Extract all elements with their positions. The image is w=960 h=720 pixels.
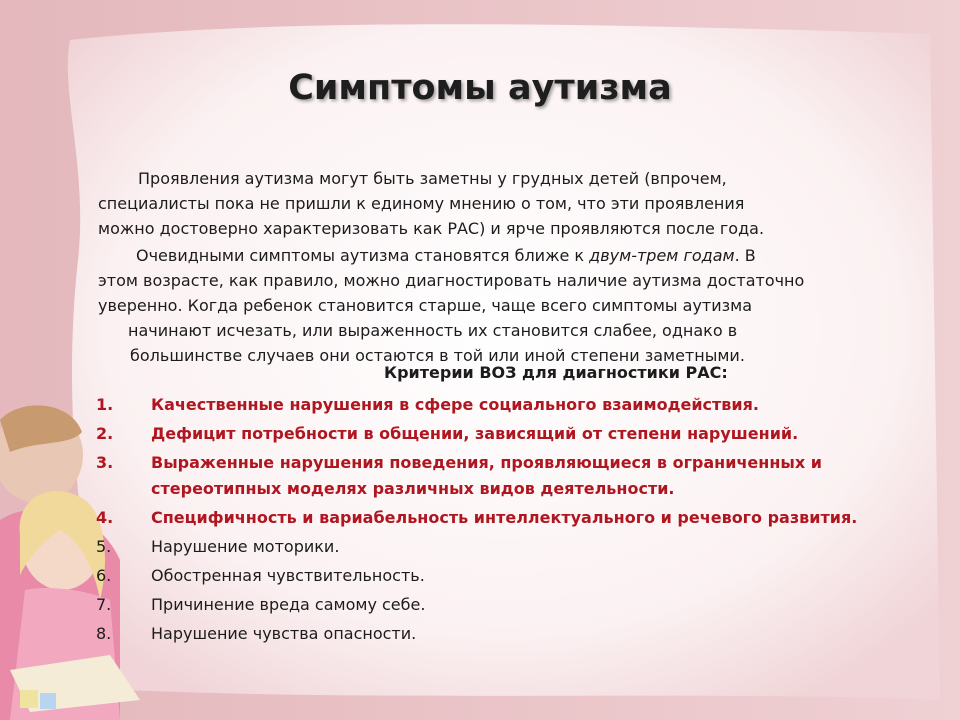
item-number: 7.: [96, 595, 112, 614]
item-number: 1.: [96, 395, 114, 414]
item-text: Нарушение моторики.: [151, 537, 340, 556]
list-item: [96, 505, 906, 531]
age-paragraph: [98, 243, 898, 368]
item-text: Причинение вреда самому себе.: [151, 595, 426, 614]
list-item: [96, 592, 906, 618]
list-item: [96, 534, 906, 560]
item-number: 6.: [96, 566, 112, 585]
age-line-5: большинстве случаев они остаются в той или иной степени заметными.: [130, 346, 745, 365]
criteria-list: [96, 392, 906, 650]
list-item: [96, 421, 906, 447]
item-text: Выраженные нарушения поведения, проявляющиеся в ограниченных и стереотипных моделях различных видов деятельности.: [151, 453, 822, 498]
item-text: Дефицит потребности в общении, зависящий от степени нарушений.: [151, 424, 799, 443]
item-text: Обостренная чувствительность.: [151, 566, 425, 585]
age-line-3: уверенно. Когда ребенок становится старше, чаще всего симптомы аутизма: [98, 296, 753, 315]
item-text: Специфичность и вариабельность интеллектуального и речевого развития.: [151, 508, 858, 527]
item-number: 4.: [96, 508, 114, 527]
item-number: 5.: [96, 537, 112, 556]
item-text: Качественные нарушения в сфере социального взаимодействия.: [151, 395, 759, 414]
age-line-1-end: . В: [734, 246, 756, 265]
list-item: [96, 563, 906, 589]
item-number: 8.: [96, 624, 112, 643]
slide-title: Симптомы аутизма: [288, 68, 672, 108]
age-line-1-start: Очевидными симптомы аутизма становятся ближе к: [136, 246, 590, 265]
list-item: [96, 621, 906, 647]
item-number: 3.: [96, 453, 114, 472]
age-italic-phrase: двум-трем годам: [589, 246, 735, 265]
list-item: [96, 450, 906, 502]
list-item: [96, 392, 906, 418]
intro-line-3: можно достоверно характеризовать как РАС) и ярче проявляются после года.: [98, 219, 765, 238]
intro-line-1: Проявления аутизма могут быть заметны у грудных детей (впрочем,: [138, 169, 727, 188]
intro-paragraph: [98, 166, 898, 241]
intro-line-2: специалисты пока не пришли к единому мнению о том, что эти проявления: [98, 194, 745, 213]
item-text: Нарушение чувства опасности.: [151, 624, 417, 643]
age-line-4: начинают исчезать, или выраженность их становится слабее, однако в: [128, 321, 738, 340]
item-number: 2.: [96, 424, 114, 443]
age-line-2: этом возрасте, как правило, можно диагностировать наличие аутизма достаточно: [98, 271, 805, 290]
criteria-heading: Критерии ВОЗ для диагностики РАС:: [384, 363, 728, 382]
